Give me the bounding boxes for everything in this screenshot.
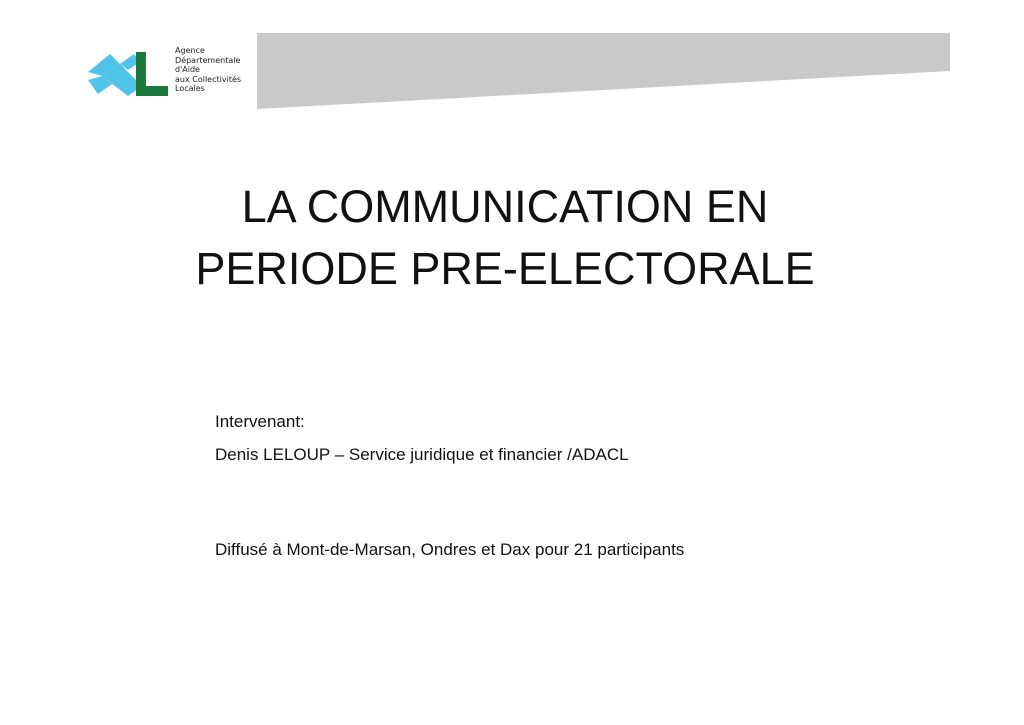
logo-text-line: Départementale [175, 55, 241, 65]
speaker-label: Intervenant: [215, 412, 305, 431]
adacl-logo [88, 44, 258, 100]
slide-title-line-2: PERIODE PRE-ELECTORALE [195, 243, 815, 294]
logo-text-line: Agence [175, 46, 205, 55]
slide-title-line-1: LA COMMUNICATION EN [241, 181, 769, 232]
logo-text-line: d'Aide [175, 65, 200, 74]
logo-text-line: Locales [175, 84, 205, 93]
header-band-shape [257, 33, 950, 109]
broadcast-info: Diffusé à Mont-de-Marsan, Ondres et Dax pour 21 participants [215, 540, 685, 559]
logo-text [175, 46, 241, 94]
slide-title [140, 176, 870, 300]
logo-text-line: aux Collectivités [175, 74, 242, 84]
speaker-name: Denis LELOUP – Service juridique et financier /ADACL [215, 445, 629, 464]
xl-logo-icon [88, 52, 172, 96]
header-band [257, 33, 950, 109]
